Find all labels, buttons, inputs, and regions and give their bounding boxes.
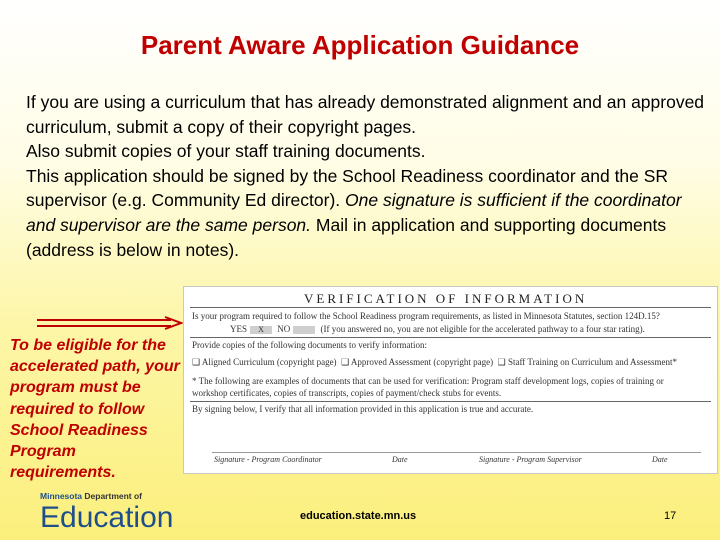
signature-note-italic: One signature is sufficient if the coordinator and supervisor are the same person. [26, 190, 682, 235]
signature-text: This application should be signed by the School Readiness coordinator and the SR supervisor (e.g. Community Ed director). [26, 165, 669, 211]
form-divider [190, 401, 711, 402]
form-heading: VERIFICATION OF INFORMATION [304, 291, 588, 306]
date-coordinator: Date [392, 455, 408, 464]
paragraph-signature [26, 164, 706, 262]
paragraph-training: Also submit copies of your staff training documents. [26, 141, 426, 162]
paragraph-curriculum: If you are using a curriculum that has already demonstrated alignment and an approved curriculum, submit a copy of their copyright pages. [26, 92, 705, 137]
page-title: Parent Aware Application Guidance [140, 30, 580, 60]
logo-line-2: Education [40, 501, 174, 534]
mde-logo [40, 491, 173, 533]
form-checklist [192, 357, 677, 368]
form-question: Is your program required to follow the School Readiness program requirements, as listed in Minnesota Statutes, section 124D.15? [192, 311, 660, 321]
form-yes-no-row [230, 324, 645, 334]
form-provide: Provide copies of the following documents to verify information: [192, 340, 427, 350]
check-assessment: Approved Assessment (copyright page) [350, 357, 494, 367]
yes-box: X [250, 326, 272, 334]
logo-line-1: Minnesota Department of [40, 491, 143, 501]
form-divider [190, 337, 711, 338]
yes-label: YES [230, 324, 248, 334]
body-text [26, 90, 706, 262]
sig-coordinator: Signature - Program Coordinator [214, 455, 322, 464]
checkbox-icon: ❑ [192, 357, 201, 367]
form-divider [190, 307, 711, 308]
checkbox-icon: ❑ [341, 357, 350, 367]
verification-form-image [183, 286, 718, 474]
no-box [293, 326, 315, 334]
no-note: (If you answered no, you are not eligible for the accelerated pathway to a four star rating). [320, 324, 645, 334]
checkbox-icon: ❑ [497, 357, 506, 367]
mail-text: Mail in application and supporting documents (address is below in notes). [26, 214, 667, 260]
check-curriculum: Aligned Curriculum (copyright page) [201, 357, 337, 367]
page-number: 17 [664, 510, 677, 522]
date-supervisor: Date [652, 455, 668, 464]
footer-url[interactable]: education.state.mn.us [300, 510, 417, 522]
sig-supervisor: Signature - Program Supervisor [479, 455, 582, 464]
eligibility-note: To be eligible for the accelerated path, your program must be required to follow School Readiness Program requirements. [10, 337, 180, 482]
no-label: NO [277, 324, 291, 334]
form-note-1: * The following are examples of documents that can be used for verification: Program staff development logs, copies of training or [192, 376, 664, 386]
check-training: Staff Training on Curriculum and Assessment* [507, 357, 678, 367]
form-note-2: workshop certificates, copies of transcripts, copies of payment/check stubs for events. [192, 388, 502, 398]
arrow-right-icon [37, 316, 183, 330]
form-signing: By signing below, I verify that all information provided in this application is true and accurate. [192, 404, 534, 414]
signature-line [212, 452, 701, 453]
